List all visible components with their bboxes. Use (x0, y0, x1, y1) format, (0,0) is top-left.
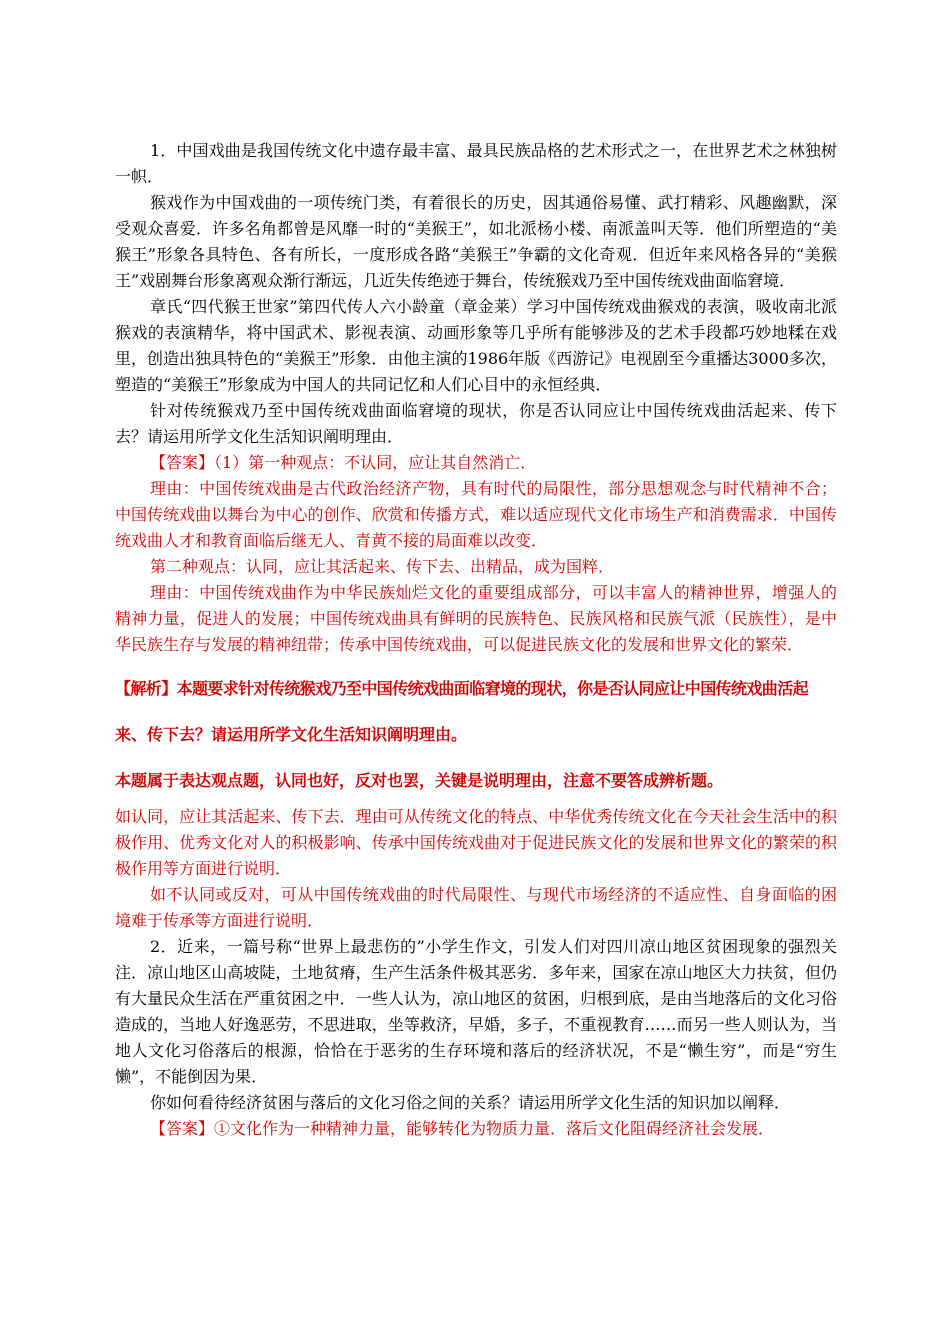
q1-reason2: 理由：中国传统戏曲作为中华民族灿烂文化的重要组成部分，可以丰富人的精神世界，增强人的精神力量，促进人的发展；中国传统戏曲具有鲜明的民族特色、民族风格和民族气派（民族性），是中华民族生存与发展的精神纽带；传承中国传统戏曲，可以促进民族文化的发展和世界文化的繁荣． (115, 583, 837, 654)
q1-analysis-disagree: 如不认同或反对，可从中国传统戏曲的时代局限性、与现代市场经济的不适应性、自身面临的困境难于传承等方面进行说明． (115, 885, 837, 930)
q2-answer (115, 1116, 837, 1142)
q2-paragraph: 2．近来，一篇号称“世界上最悲伤的”小学生作文，引发人们对四川凉山地区贫困现象的强烈关注．凉山地区山高坡陡，土地贫瘠，生产生活条件极其恶劣．多年来，国家在凉山地区大力扶贫，但仍有大量民众生活在严重贫困之中．一些人认为，凉山地区的贫困，归根到底，是由当地落后的文化习俗造成的，当地人好逸恶劳，不思进取，坐等救济，早婚，多子，不重视教育……而另一些人则认为，当地人文化习俗落后的根源，恰恰在于恶劣的生存环境和落后的经济状况，不是“懒生穷”，而是“穷生懒”，不能倒因为果． (115, 937, 837, 1086)
q2-question: 你如何看待经济贫困与落后的文化习俗之间的关系？请运用所学文化生活的知识加以阐释． (150, 1093, 791, 1112)
answer-label: 【答案】 (150, 1119, 215, 1138)
q1-analysis-line2: 来、传下去？请运用所学文化生活知识阐明理由。 (115, 725, 468, 744)
q2-answer-point1: ①文化作为一种精神力量，能够转化为物质力量．落后文化阻碍经济社会发展． (214, 1119, 775, 1138)
q1-analysis-line1: 【解析】本题要求针对传统猴戏乃至中国传统戏曲面临窘境的现状，你是否认同应让中国传统戏曲活起 (115, 679, 809, 698)
q1-answer (115, 450, 837, 476)
document-page (115, 138, 837, 1142)
q1-analysis-agree: 如认同，应让其活起来、传下去．理由可从传统文化的特点、中华优秀传统文化在今天社会生活中的积极作用、优秀文化对人的积极影响、传承中国传统戏曲对于促进民族文化的发展和世界文化的繁荣的积极作用等方面进行说明． (115, 807, 837, 878)
q1-intro: 1．中国戏曲是我国传统文化中遗存最丰富、最具民族品格的艺术形式之一，在世界艺术之林独树一帜． (115, 141, 837, 186)
q1-paragraph-monkey-opera: 猴戏作为中国戏曲的一项传统门类，有着很长的历史，因其通俗易懂、武打精彩、风趣幽默，深受观众喜爱．许多名角都曾是风靡一时的“美猴王”，如北派杨小楼、南派盖叫天等．他们所塑造的“美猴王”形象各具特色、各有所长，一度形成各路“美猴王”争霸的文化奇观．但近年来风格各异的“美猴王”戏剧舞台形象离观众渐行渐远，几近失传绝迹于舞台，传统猴戏乃至中国传统戏曲面临窘境． (115, 193, 837, 290)
q1-answer-view2: 第二种观点：认同，应让其活起来、传下去、出精品，成为国粹． (150, 557, 615, 576)
answer-label: 【答案】 (150, 453, 215, 472)
q1-analysis-line3: 本题属于表达观点题，认同也好，反对也罢，关键是说明理由，注意不要答成辨析题。 (115, 771, 724, 790)
q1-question: 针对传统猴戏乃至中国传统戏曲面临窘境的现状，你是否认同应让中国传统戏曲活起来、传下去？请运用所学文化生活知识阐明理由． (115, 401, 837, 446)
q1-answer-view1: （1）第一种观点：不认同，应让其自然消亡． (214, 453, 537, 472)
q1-paragraph-liu-xiao-ling-tong: 章氏“四代猴王世家”第四代传人六小龄童（章金莱）学习中国传统戏曲猴戏的表演，吸收南北派猴戏的表演精华，将中国武术、影视表演、动画形象等几乎所有能够涉及的艺术手段都巧妙地糅在戏里，创造出独具特色的“美猴王”形象．由他主演的1986年版《西游记》电视剧至今重播达3000多次，塑造的“美猴王”形象成为中国人的共同记忆和人们心目中的永恒经典． (115, 297, 837, 394)
q1-reason1: 理由：中国传统戏曲是古代政治经济产物，具有时代的局限性，部分思想观念与时代精神不合；中国传统戏曲以舞台为中心的创作、欣赏和传播方式，难以适应现代文化市场生产和消费需求．中国传统戏曲人才和教育面临后继无人、青黄不接的局面难以改变． (115, 479, 837, 550)
